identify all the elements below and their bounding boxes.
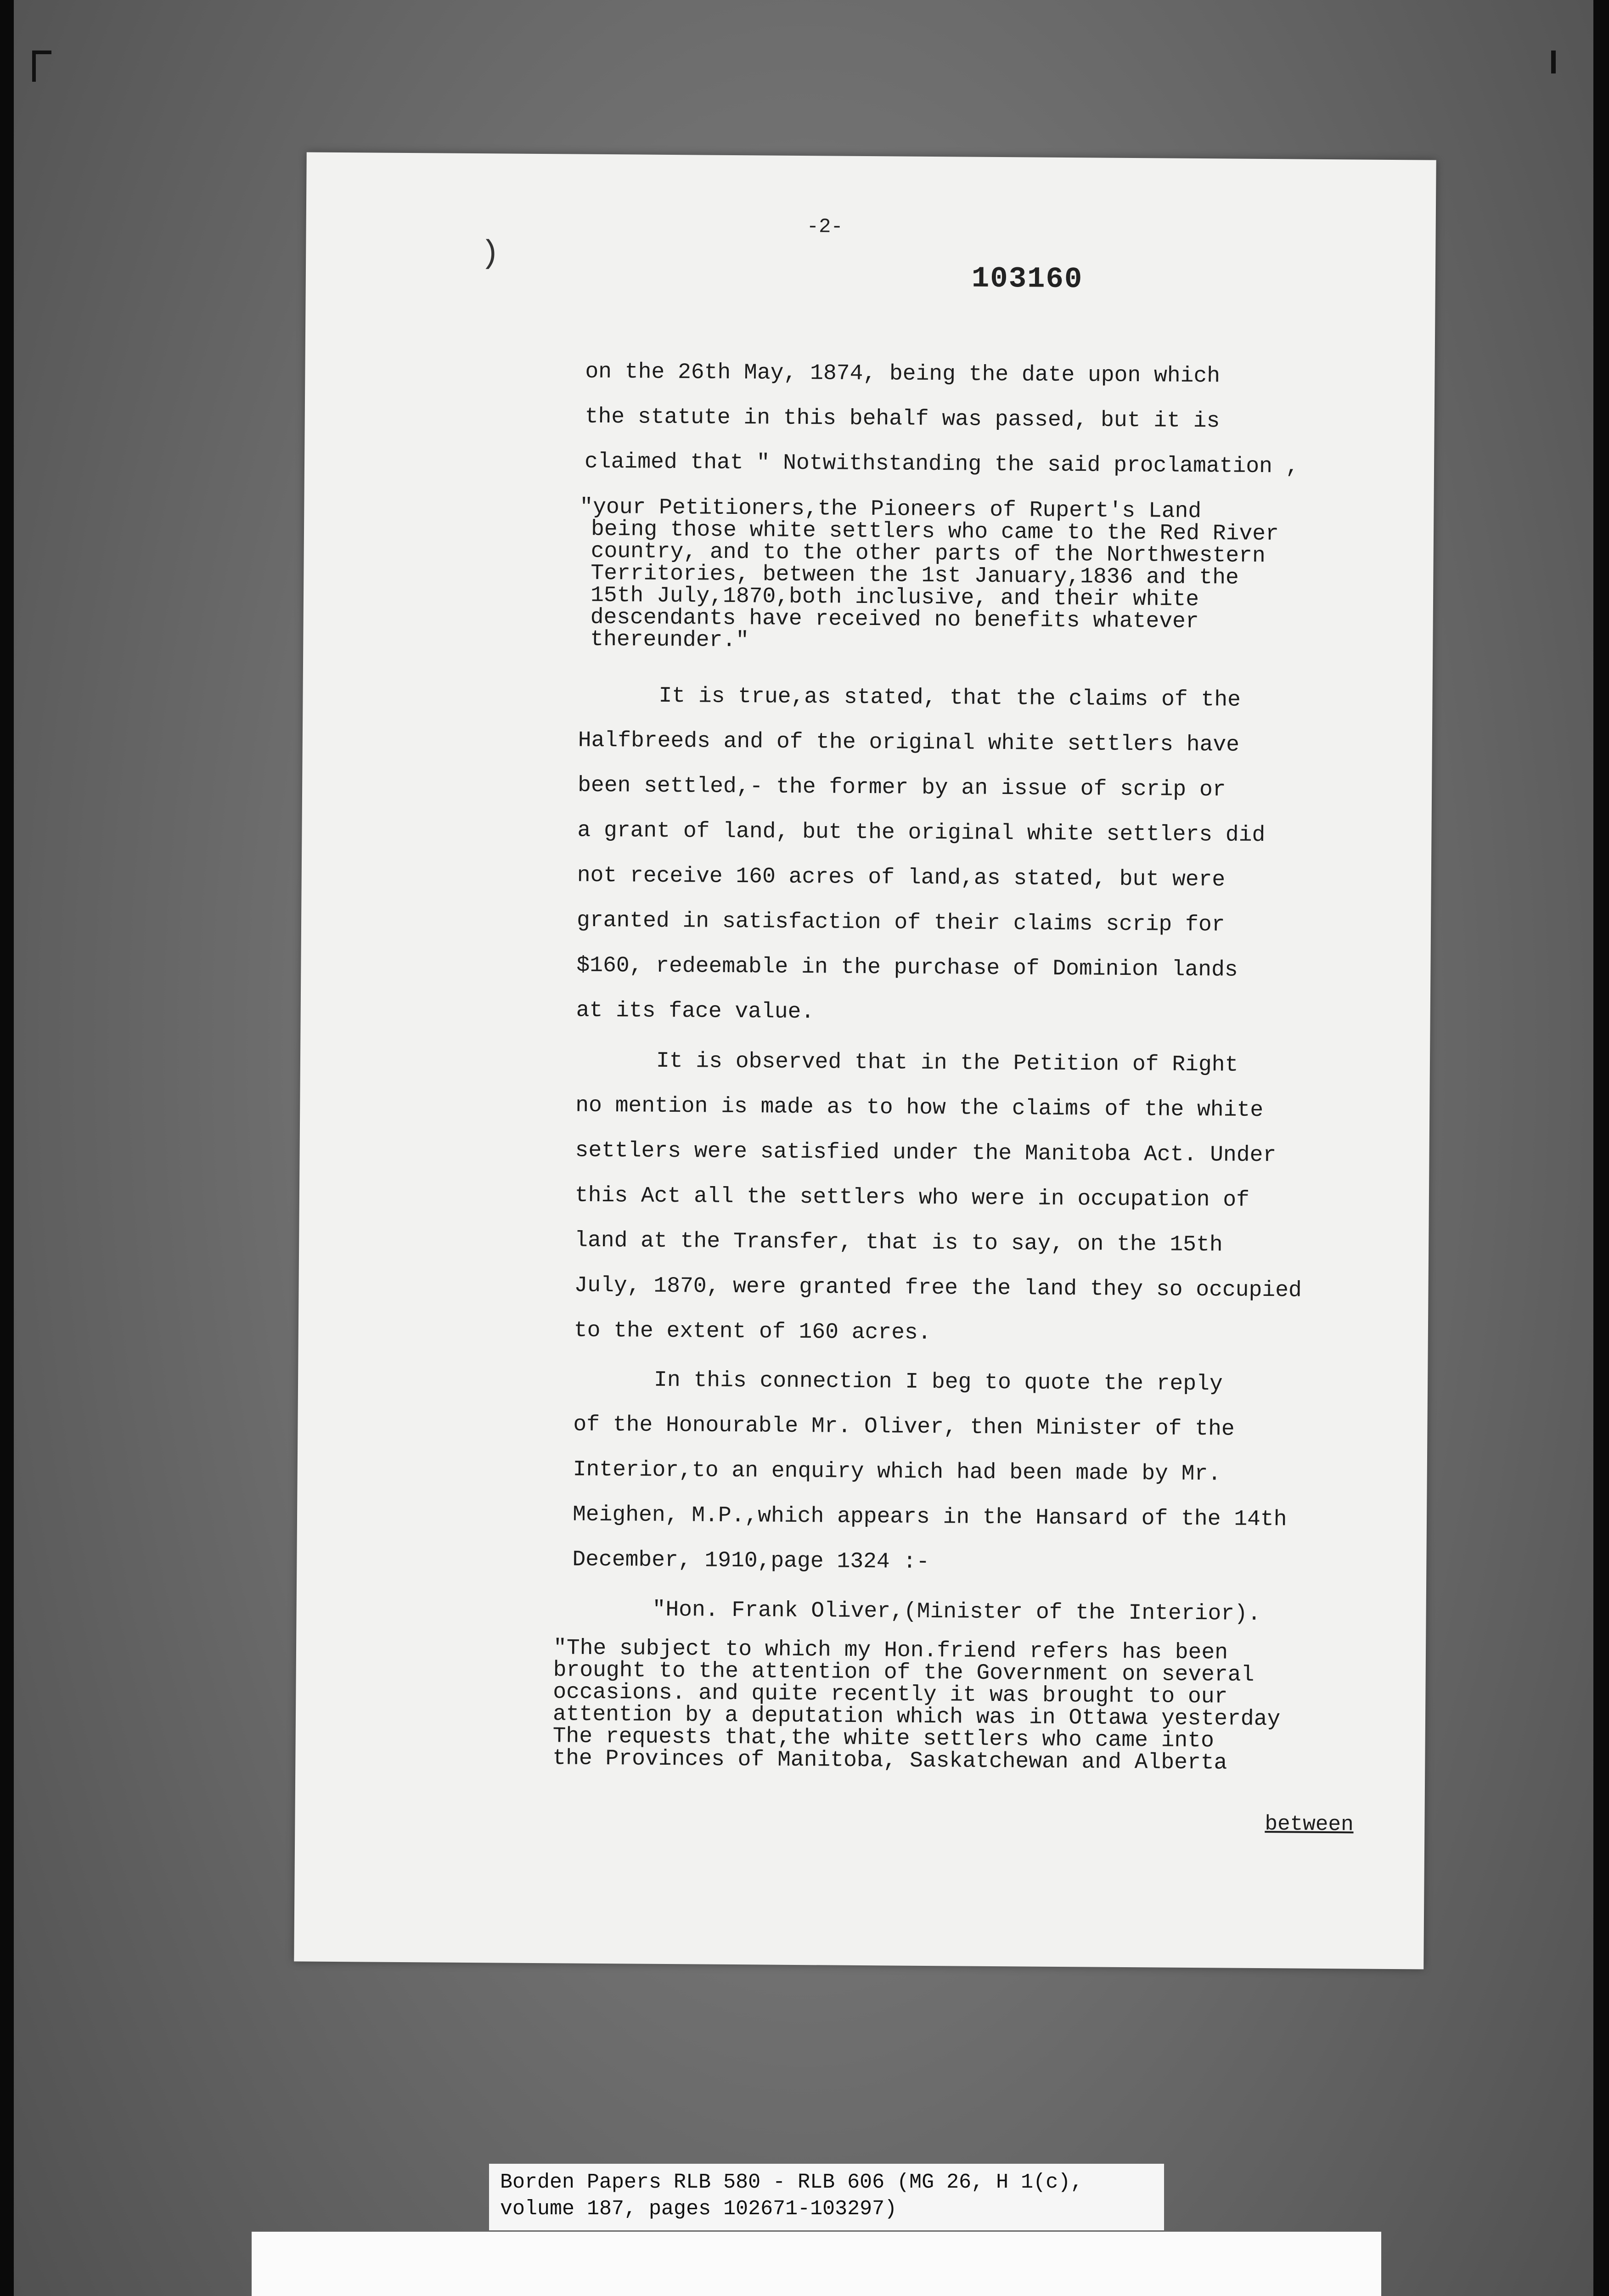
text-line: claimed that " Notwithstanding the said proclamation , <box>584 449 1299 479</box>
paragraph-1 <box>585 349 1380 490</box>
document-number: 103160 <box>971 262 1083 297</box>
citation-line-2: volume 187, pages 102671-103297) <box>500 2197 897 2221</box>
text-line: on the 26th May, 1874, being the date upon which <box>585 359 1221 389</box>
petition-quote <box>579 496 1378 656</box>
text-line: descendants have received no benefits whatever <box>590 605 1199 635</box>
text-line: granted in satisfaction of their claims scrip for <box>576 908 1225 938</box>
text-line: thereunder." <box>590 627 749 653</box>
text-line: In this connection I beg to quote the reply <box>653 1367 1223 1397</box>
text-line: no mention is made as to how the claims of the white <box>575 1093 1264 1123</box>
text-line: July, 1870, were granted free the land they so occupied <box>574 1273 1302 1303</box>
archives-target-card <box>252 2232 1381 2296</box>
text-line: Halfbreeds and of the original white settlers have <box>578 728 1240 758</box>
text-line: occasions. and quite recently it was brought to our <box>553 1680 1228 1710</box>
text-line: being those white settlers who came to the Red River <box>591 517 1279 547</box>
citation-label <box>489 2164 1164 2230</box>
text-line: brought to the attention of the Government on several <box>553 1658 1255 1688</box>
corner-registration-mark <box>32 51 51 82</box>
margin-ink-mark: ) <box>480 236 500 273</box>
text-line: been settled,- the former by an issue of scrip or <box>577 773 1226 803</box>
text-line: settlers were satisfied under the Manitoba Act. Under <box>575 1138 1277 1168</box>
text-line: It is observed that in the Petition of Right <box>656 1048 1238 1078</box>
text-line: a grant of land, but the original white settlers did <box>577 818 1266 848</box>
text-line: at its face value. <box>576 998 815 1025</box>
text-line: the Provinces of Manitoba, Saskatchewan and Alberta <box>552 1746 1227 1776</box>
text-line: "The subject to which my Hon.friend refers has been <box>553 1636 1228 1666</box>
text-line: 15th July,1870,both inclusive, and their white <box>590 583 1199 613</box>
text-line: "Hon. Frank Oliver,(Minister of the Interior). <box>652 1597 1261 1627</box>
hansard-speaker-line <box>572 1587 1371 1638</box>
film-edge-left <box>0 0 14 2296</box>
text-line: $160, redeemable in the purchase of Dominion lands <box>576 953 1238 983</box>
text-line: this Act all the settlers who were in occupation of <box>574 1183 1250 1213</box>
text-line: the statute in this behalf was passed, but it is <box>585 404 1220 434</box>
text-line: The requests that,the white settlers who came into <box>552 1724 1215 1754</box>
text-line: December, 1910,page 1324 :- <box>572 1547 930 1575</box>
text-line: "your Petitioners,the Pioneers of Rupert's Land <box>579 495 1202 524</box>
catch-word: between <box>1265 1812 1354 1837</box>
text-line: It is true,as stated, that the claims of the <box>658 683 1241 713</box>
text-line: attention by a deputation which was in Ottawa yesterday <box>552 1702 1281 1732</box>
text-line: land at the Transfer, that is to say, on the 15th <box>574 1228 1223 1258</box>
hansard-quote <box>552 1637 1371 1775</box>
text-line: Territories, between the 1st January,1836 and the <box>591 561 1239 591</box>
paragraph-2 <box>576 673 1377 1039</box>
edge-tick-mark <box>1551 51 1556 73</box>
citation-line-1: Borden Papers RLB 580 - RLB 606 (MG 26, H 1(c), <box>500 2171 1083 2194</box>
text-line: not receive 160 acres of land,as stated, but were <box>577 863 1226 893</box>
text-line: Meighen, M.P.,which appears in the Hansard of the 14th <box>572 1502 1287 1532</box>
paragraph-3 <box>574 1038 1375 1359</box>
page-number: -2- <box>806 215 844 239</box>
text-line: to the extent of 160 acres. <box>574 1318 931 1346</box>
text-line: of the Honourable Mr. Oliver, then Minister of the <box>573 1412 1235 1442</box>
text-line: country, and to the other parts of the Northwestern <box>591 539 1266 569</box>
document-page <box>294 152 1436 1969</box>
paragraph-4 <box>572 1357 1373 1588</box>
text-line: Interior,to an enquiry which had been made by Mr. <box>573 1457 1221 1487</box>
film-edge-right <box>1593 0 1609 2296</box>
